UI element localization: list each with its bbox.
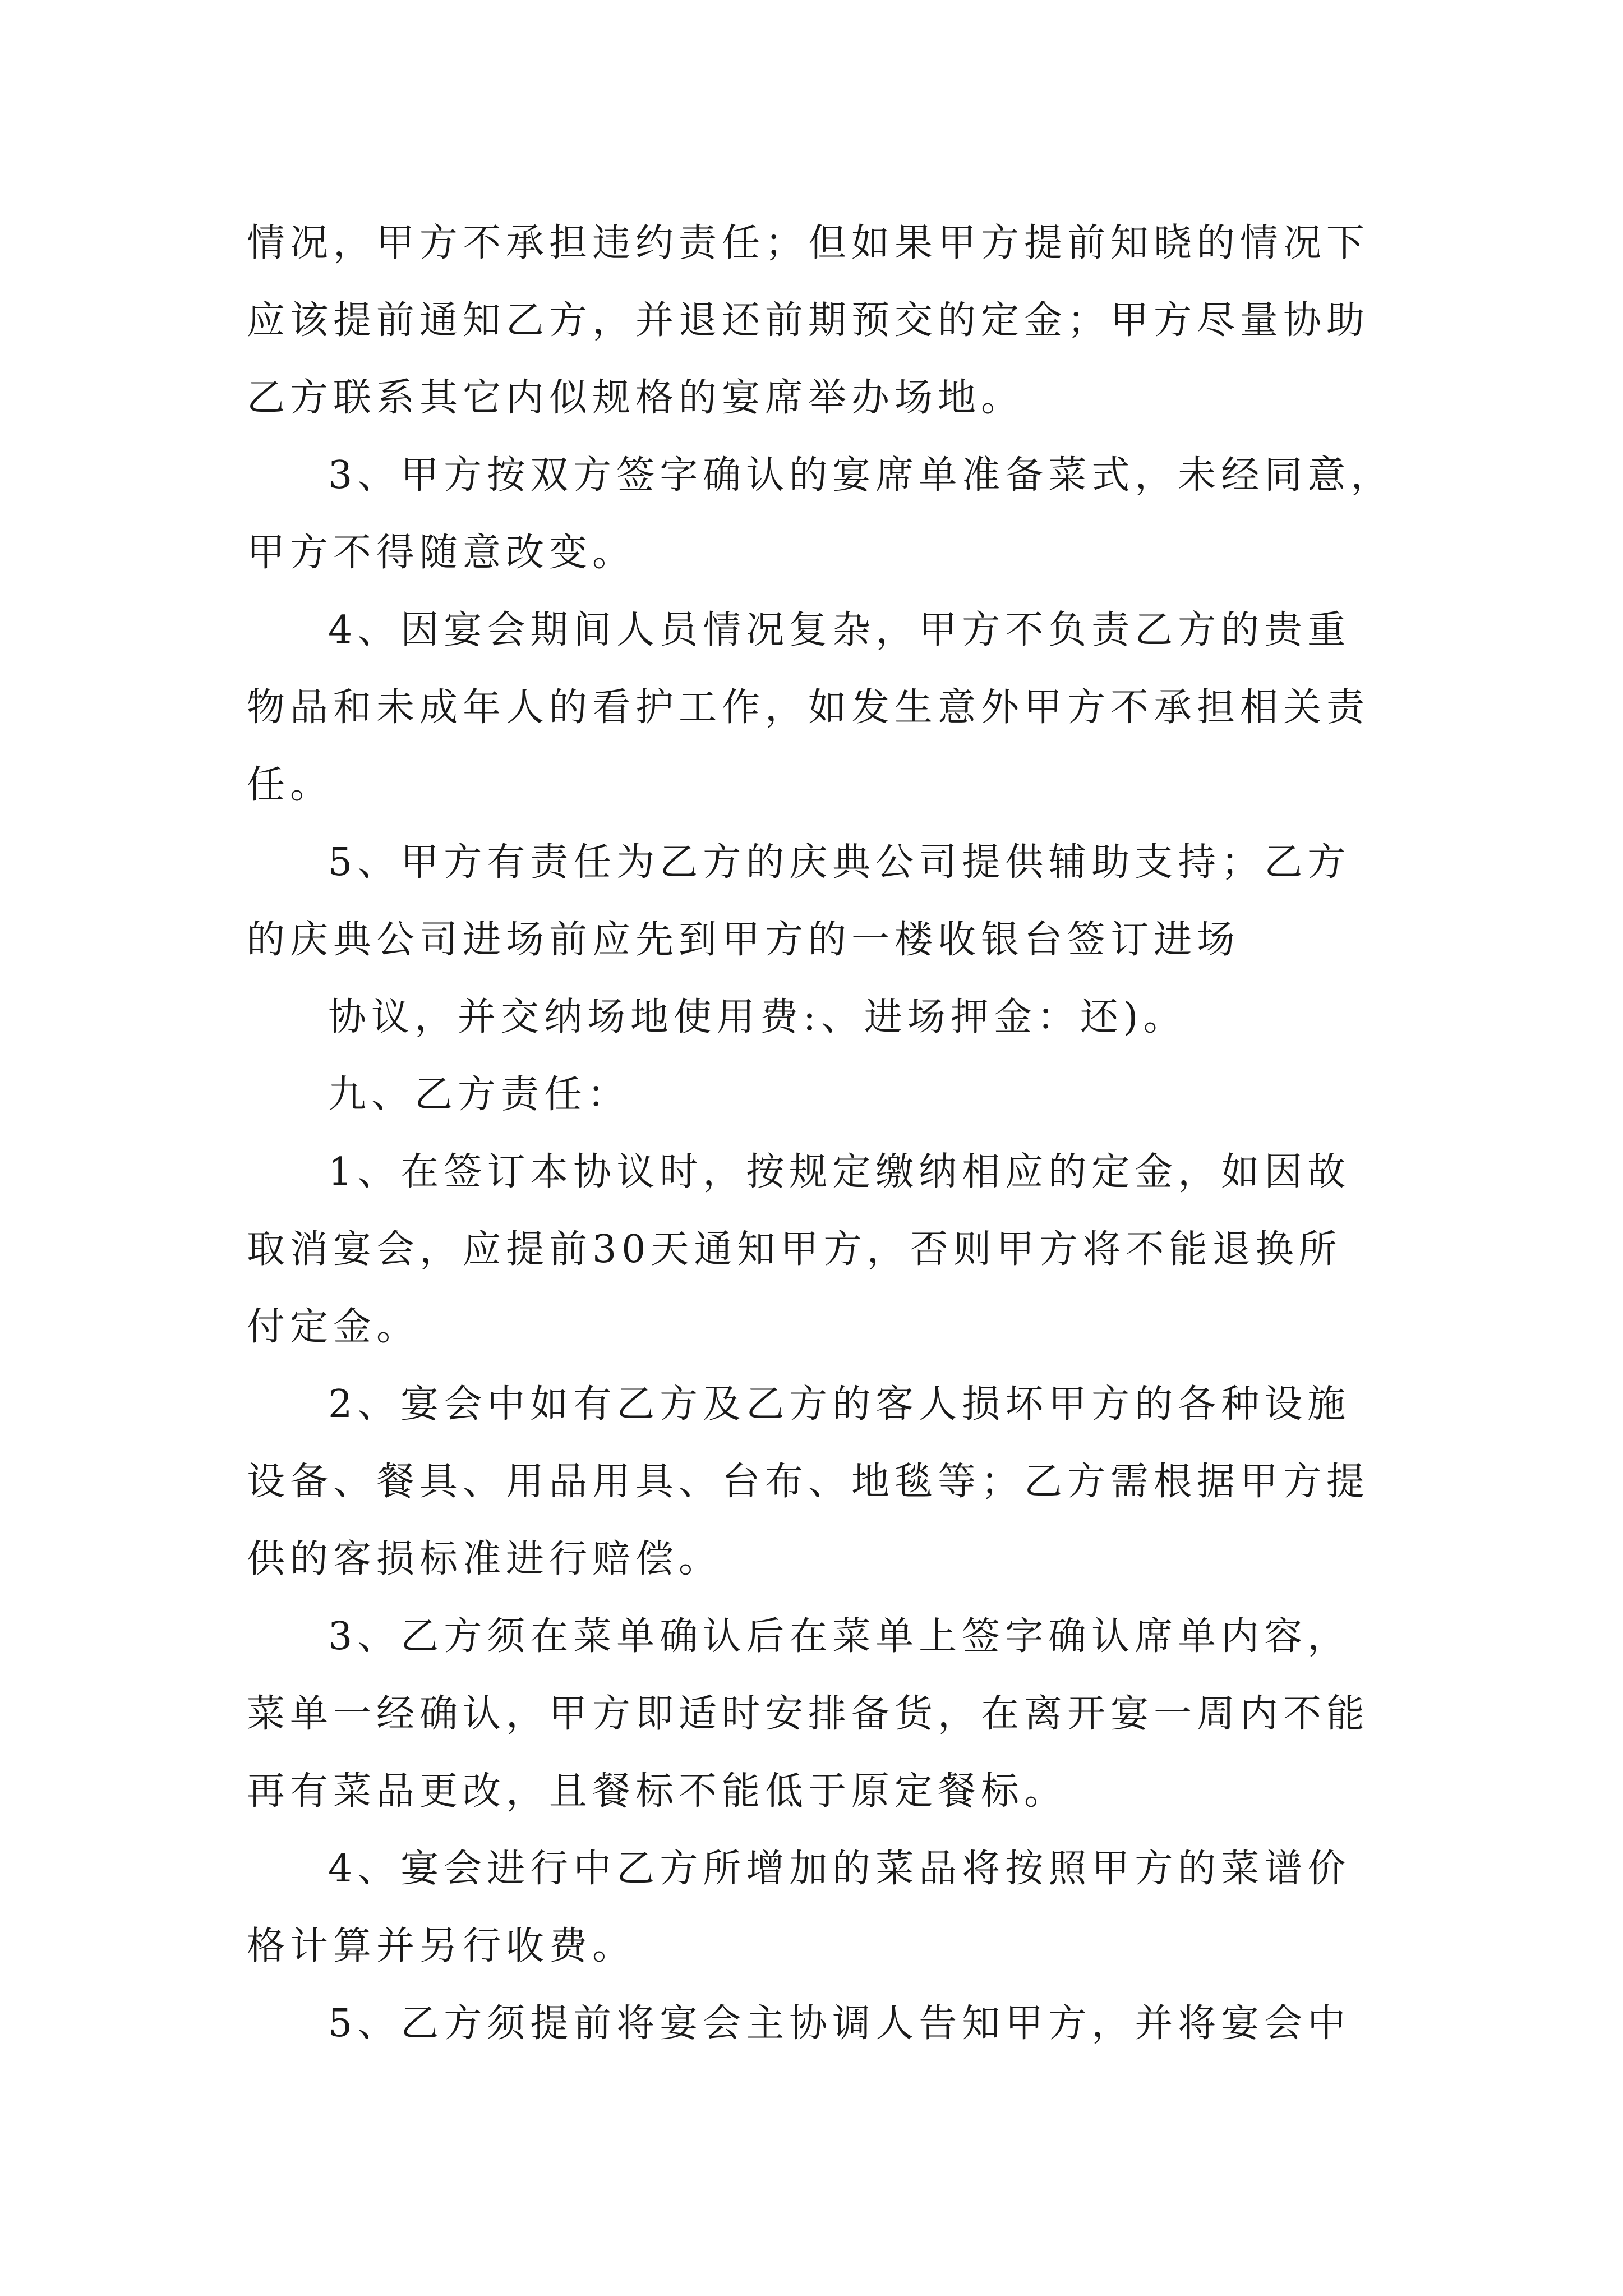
text-line: 甲方不得随意改变。: [247, 531, 636, 575]
text-line: 的庆典公司进场前应先到甲方的一楼收银台签订进场: [247, 918, 1241, 962]
text-line: 付定金。: [247, 1305, 420, 1349]
text-line: 设备、餐具、用品用具、台布、地毯等；乙方需根据甲方提: [247, 1460, 1370, 1504]
text-line: 再有菜品更改，且餐标不能低于原定餐标。: [247, 1769, 1068, 1814]
text-line: 任。: [247, 763, 334, 807]
text-line: 5、甲方有责任为乙方的庆典公司提供辅助支持；乙方: [328, 840, 1351, 885]
text-line: 2、宴会中如有乙方及乙方的客人损坏甲方的各种设施: [328, 1382, 1351, 1427]
text-line: 应该提前通知乙方，并退还前期预交的定金；甲方尽量协助: [247, 298, 1370, 343]
text-line: 3、乙方须在菜单确认后在菜单上签字确认席单内容，: [328, 1614, 1351, 1659]
text-line: 物品和未成年人的看护工作，如发生意外甲方不承担相关责: [247, 685, 1370, 730]
text-line: 取消宴会，应提前30天通知甲方，否则甲方将不能退换所: [247, 1227, 1342, 1272]
text-line: 1、在签订本协议时，按规定缴纳相应的定金，如因故: [328, 1150, 1351, 1194]
section-heading: 九、乙方责任：: [328, 1073, 631, 1117]
text-line: 供的客损标准进行赔偿。: [247, 1537, 722, 1581]
text-line: 5、乙方须提前将宴会主协调人告知甲方，并将宴会中: [328, 2001, 1351, 2046]
text-line: 协议，并交纳场地使用费:、进场押金：还)。: [328, 995, 1187, 1039]
text-line: 4、因宴会期间人员情况复杂，甲方不负责乙方的贵重: [328, 608, 1351, 652]
text-line: 乙方联系其它内似规格的宴席举办场地。: [247, 376, 1025, 420]
text-line: 4、宴会进行中乙方所增加的菜品将按照甲方的菜谱价: [328, 1847, 1351, 1891]
text-line: 格计算并另行收费。: [247, 1924, 636, 1968]
text-line: 情况，甲方不承担违约责任；但如果甲方提前知晓的情况下: [247, 221, 1370, 265]
text-line: 菜单一经确认，甲方即适时安排备货，在离开宴一周内不能: [247, 1692, 1370, 1736]
text-line: 3、甲方按双方签字确认的宴席单准备菜式，未经同意，: [328, 453, 1394, 498]
